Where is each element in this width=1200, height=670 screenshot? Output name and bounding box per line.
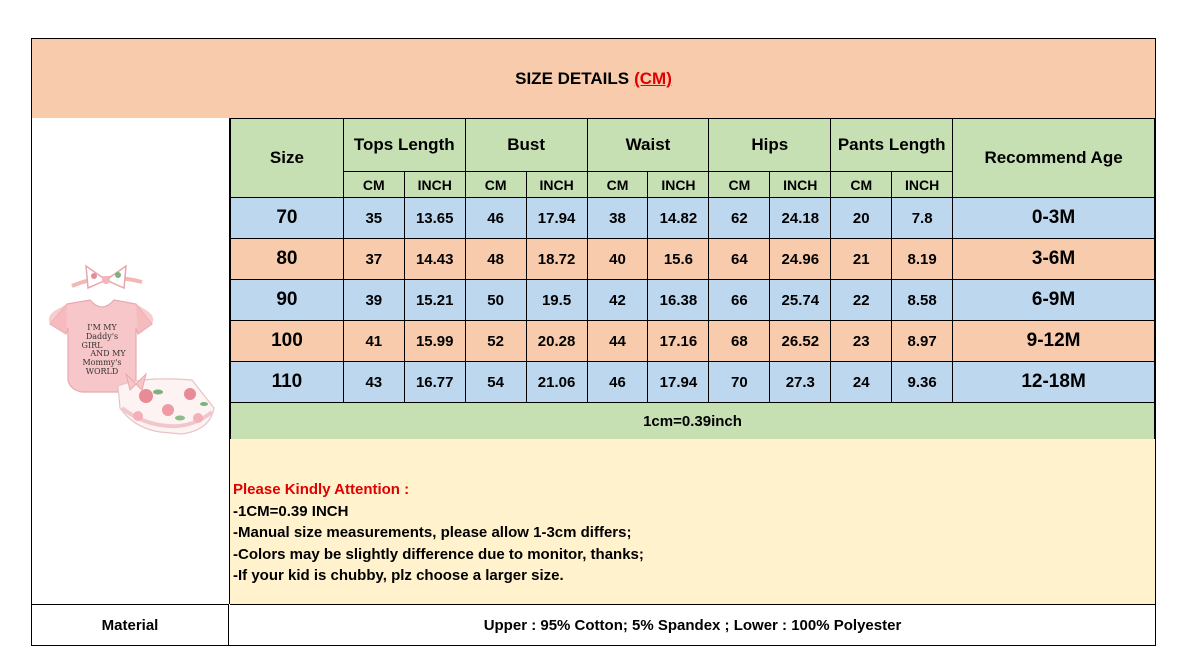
baby-outfit-image [42,258,222,458]
conversion-row [231,403,1155,440]
cell-value: 70 [709,362,770,403]
bow [86,266,126,288]
cell-value: 18.72 [526,239,587,280]
svg-text:Mommy's: Mommy's [82,358,122,367]
cell-value: 14.43 [404,239,465,280]
cell-value: 15.21 [404,280,465,321]
cell-value: 48 [465,239,526,280]
svg-text:Daddy's: Daddy's [85,332,119,341]
material-label: Material [32,604,229,645]
table-row [231,198,1155,239]
cell-value: 38 [587,198,648,239]
cell-value: 50 [465,280,526,321]
cell-value: 66 [709,280,770,321]
size-details-title [32,39,1155,119]
cell-value: 15.6 [648,239,709,280]
size-chart [31,38,1156,646]
waist-header: Waist [587,119,709,172]
cell-value: 20.28 [526,321,587,362]
cell-value: 21 [831,239,892,280]
size-value: 80 [231,239,344,280]
cell-value: 26.52 [770,321,831,362]
cell-value: 24.96 [770,239,831,280]
material-value: Upper : 95% Cotton; 5% Spandex ; Lower : 100% Polyester [230,604,1155,645]
tops-length-header: Tops Length [343,119,465,172]
cell-value: 22 [831,280,892,321]
recommend-age-header: Recommend Age [953,119,1155,198]
size-value: 90 [231,280,344,321]
unit-cm: CM [343,172,404,198]
unit-cm: CM [587,172,648,198]
table-row [231,362,1155,403]
cell-value: 9.36 [892,362,953,403]
cell-value: 44 [587,321,648,362]
cell-value: 8.97 [892,321,953,362]
cell-value: 17.94 [526,198,587,239]
attention-notice [230,439,1155,604]
cell-value: 41 [343,321,404,362]
title-text: SIZE DETAILS [515,68,630,88]
cell-value: 16.38 [648,280,709,321]
cell-value: 17.94 [648,362,709,403]
attention-line: -Colors may be slightly difference due to monitor, thanks; [233,545,644,563]
cell-value: 27.3 [770,362,831,403]
table-row [231,239,1155,280]
unit-cm: CM [831,172,892,198]
cell-value: 8.58 [892,280,953,321]
svg-text:WORLD: WORLD [85,367,119,376]
cell-value: 68 [709,321,770,362]
title-unit: (CM) [634,68,672,88]
cell-value: 40 [587,239,648,280]
age-value: 6-9M [953,280,1155,321]
cell-value: 20 [831,198,892,239]
cell-value: 21.06 [526,362,587,403]
cell-value: 19.5 [526,280,587,321]
cell-value: 43 [343,362,404,403]
age-value: 3-6M [953,239,1155,280]
age-value: 9-12M [953,321,1155,362]
age-value: 0-3M [953,198,1155,239]
attention-line: -If your kid is chubby, plz choose a larger size. [233,567,564,584]
unit-inch: INCH [526,172,587,198]
cell-value: 7.8 [892,198,953,239]
svg-text:GIRL: GIRL [81,341,103,350]
cell-value: 64 [709,239,770,280]
table-row [231,280,1155,321]
cell-value: 52 [465,321,526,362]
age-value: 12-18M [953,362,1155,403]
unit-inch: INCH [770,172,831,198]
attention-title: Please Kindly Attention : [233,481,410,498]
group-header-row [231,119,1155,172]
unit-inch: INCH [648,172,709,198]
product-photo-cell [32,118,230,604]
hips-header: Hips [709,119,831,172]
size-value: 100 [231,321,344,362]
cell-value: 35 [343,198,404,239]
cell-value: 23 [831,321,892,362]
svg-text:AND MY: AND MY [90,349,126,358]
cell-value: 25.74 [770,280,831,321]
floral-shorts [118,374,214,434]
attention-line: -1CM=0.39 INCH [233,502,349,520]
cell-value: 13.65 [404,198,465,239]
cell-value: 15.99 [404,321,465,362]
cell-value: 24.18 [770,198,831,239]
conversion-note: 1cm=0.39inch [231,403,1155,440]
cell-value: 37 [343,239,404,280]
cell-value: 24 [831,362,892,403]
cell-value: 46 [465,198,526,239]
cell-value: 62 [709,198,770,239]
cell-value: 16.77 [404,362,465,403]
cell-value: 42 [587,280,648,321]
bust-header: Bust [465,119,587,172]
table-row [231,321,1155,362]
size-value: 70 [231,198,344,239]
cell-value: 17.16 [648,321,709,362]
svg-text:I'M MY: I'M MY [87,323,117,332]
attention-line: -Manual size measurements, please allow 1-3cm differs; [233,524,632,541]
cell-value: 8.19 [892,239,953,280]
unit-inch: INCH [404,172,465,198]
cell-value: 14.82 [648,198,709,239]
cell-value: 39 [343,280,404,321]
size-value: 110 [231,362,344,403]
pants-length-header: Pants Length [831,119,953,172]
cell-value: 54 [465,362,526,403]
unit-cm: CM [465,172,526,198]
size-table [230,118,1155,440]
unit-cm: CM [709,172,770,198]
unit-inch: INCH [892,172,953,198]
size-header: Size [231,119,344,198]
cell-value: 46 [587,362,648,403]
